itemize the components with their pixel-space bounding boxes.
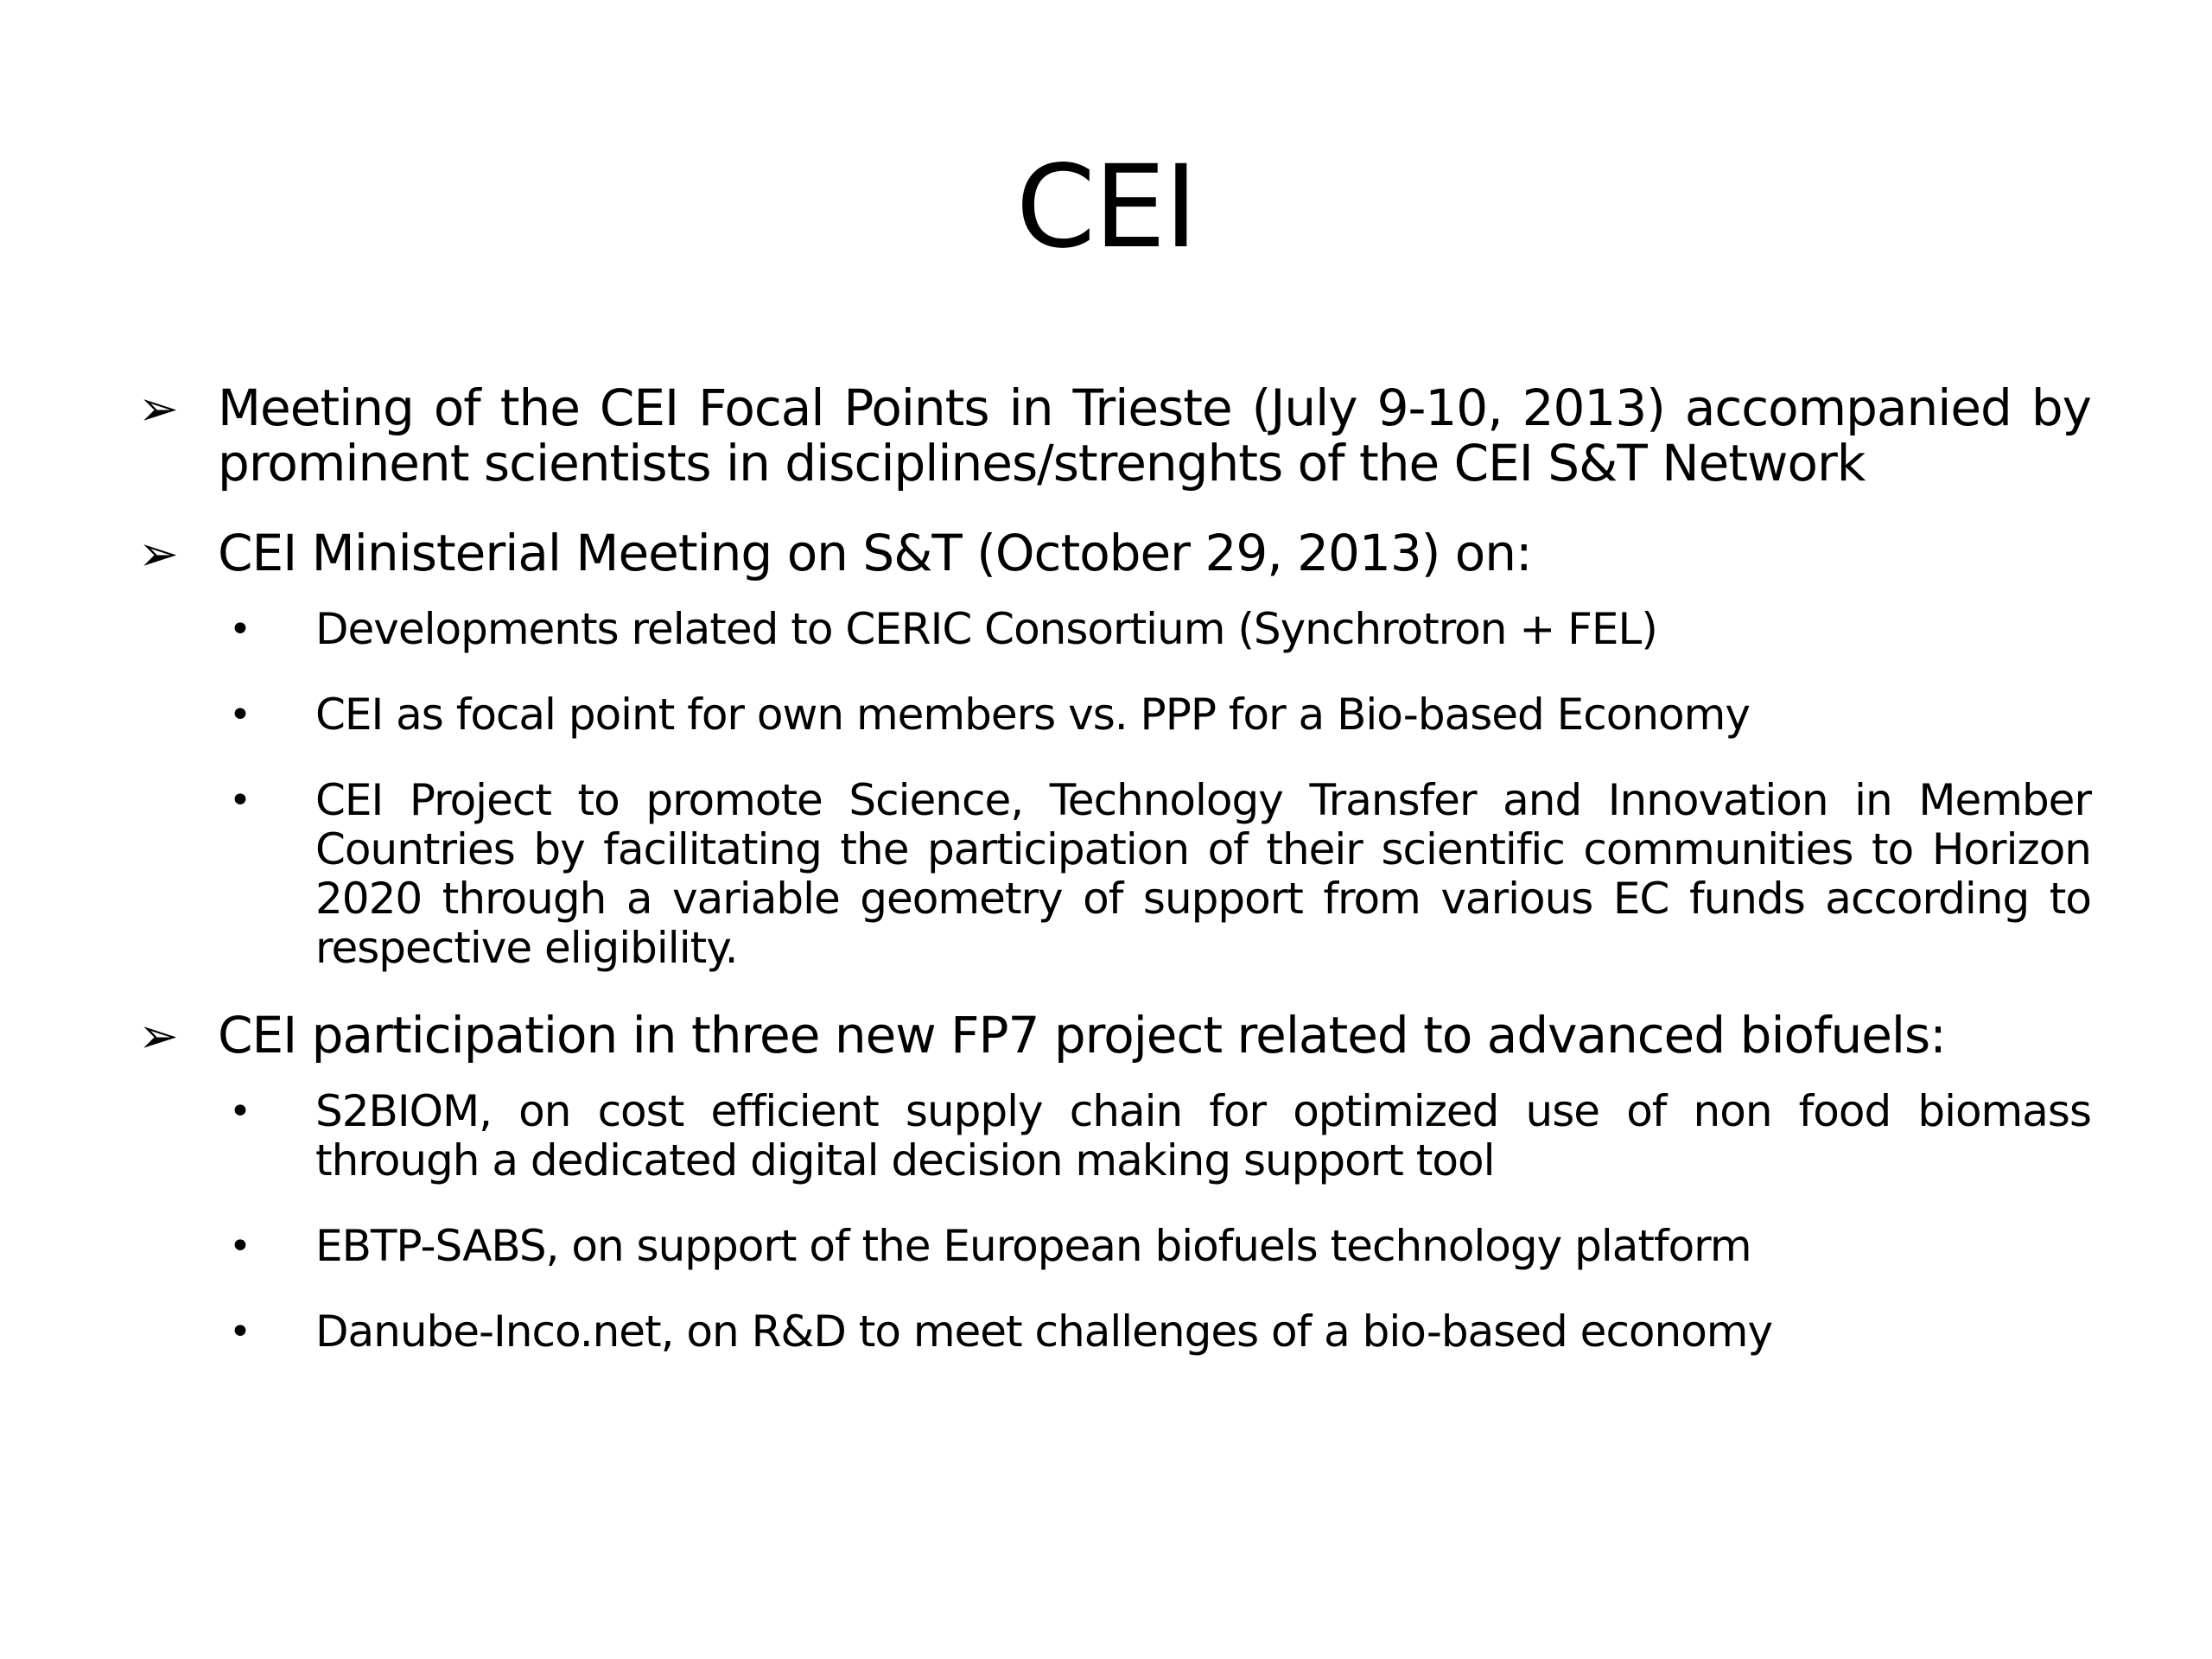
list-item-text: Danube-Inco.net, on R&D to meet challenges of a bio-based economy [315, 1306, 1773, 1357]
section-block [138, 525, 2091, 973]
list-item-text: Developments related to CERIC Consortium (Synchrotron + FEL) [315, 604, 1657, 654]
list-item-text: S2BIOM, on cost efficient supply chain for optimized use of non food biomass through a dedicated digital decision making support tool [315, 1086, 2091, 1185]
dot-bullet-icon: • [229, 779, 251, 823]
section-text: CEI Ministerial Meeting on S&T (October 29, 2013) on: [218, 524, 1532, 582]
section-block [138, 1007, 2091, 1357]
list-item [138, 1307, 2091, 1357]
list-item [138, 1087, 2091, 1185]
section-block [138, 380, 2091, 491]
section-text: Meeting of the CEI Focal Points in Trieste (July 9-10, 2013) accompanied by prominent scientists in disciplines/strenghts of the CEI S&T Network [218, 378, 2091, 493]
dot-bullet-icon: • [229, 1224, 251, 1268]
section-item [138, 380, 2091, 491]
arrowhead-bullet-icon: ➢ [138, 526, 178, 582]
section-sublist [138, 605, 2091, 973]
slide-title: CEI [1015, 141, 1197, 274]
arrowhead-bullet-icon: ➢ [138, 1008, 178, 1065]
list-item [138, 690, 2091, 740]
section-item [138, 525, 2091, 581]
list-item-text: CEI as focal point for own members vs. PPP for a Bio-based Economy [315, 690, 1750, 740]
list-item [138, 1222, 2091, 1271]
dot-bullet-icon: • [229, 1090, 251, 1134]
list-item-text: CEI Project to promote Science, Technology Transfer and Innovation in Member Countries by facilitating the participation of their scientific communities to Horizon 2020 through a variable geometry of support from various EC funds according to respective eligibility. [315, 775, 2091, 973]
dot-bullet-icon: • [229, 693, 251, 737]
dot-bullet-icon: • [229, 1310, 251, 1354]
list-item-text: EBTP-SABS, on support of the European biofuels technology platform [315, 1221, 1751, 1271]
arrowhead-bullet-icon: ➢ [138, 381, 178, 437]
list-item [138, 605, 2091, 654]
section-item [138, 1007, 2091, 1063]
section-text: CEI participation in three new FP7 project related to advanced biofuels: [218, 1006, 1946, 1065]
slide-content [138, 380, 2091, 1357]
dot-bullet-icon: • [229, 607, 251, 652]
list-item [138, 776, 2091, 973]
section-sublist [138, 1087, 2091, 1357]
